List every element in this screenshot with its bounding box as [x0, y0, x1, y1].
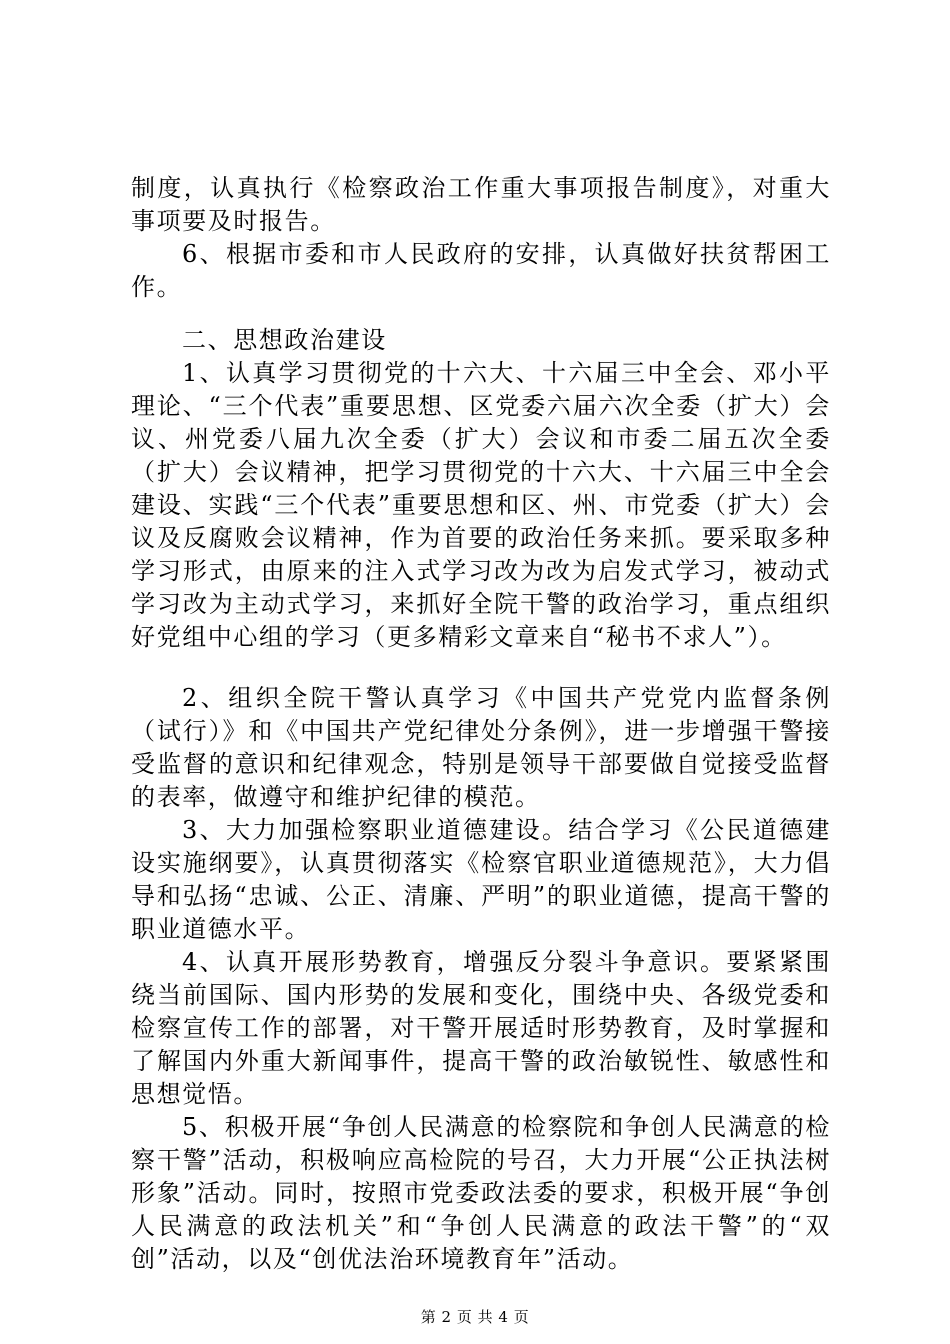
paragraph-gap: [131, 304, 831, 324]
paragraph-item-4: 4、认真开展形势教育，增强反分裂斗争意识。要紧紧围绕当前国际、国内形势的发展和变化，围绕中央、各级党委和检察宣传工作的部署，对干警开展适时形势教育，及时掌握和了解国内外重大新闻事件，提高干警的政治敏锐性、敏感性和思想觉悟。: [131, 948, 831, 1108]
paragraph-gap: [131, 654, 831, 682]
paragraph-item-1: 1、认真学习贯彻党的十六大、十六届三中全会、邓小平理论、“三个代表”重要思想、区党委六届六次全委（扩大）会议、州党委八届九次全委（扩大）会议和市委二届五次全委（扩大）会议精神，把学习贯彻党的十六大、十六届三中全会建设、实践“三个代表”重要思想和区、州、市党委（扩大）会议及反腐败会议精神，作为首要的政治任务来抓。要采取多种学习形式，由原来的注入式学习改为改为启发式学习，被动式学习改为主动式学习，来抓好全院干警的政治学习，重点组织好党组中心组的学习（更多精彩文章来自“秘书不求人”）。: [131, 359, 831, 651]
section-heading: 二、思想政治建设: [182, 326, 387, 354]
document-body: [131, 172, 831, 1276]
paragraph-item-2: 2、组织全院干警认真学习《中国共产党党内监督条例（试行）》和《中国共产党纪律处分条例》，进一步增强干警接受监督的意识和纪律观念，特别是领导干部要做自觉接受监督的表率，做遵守和维护纪律的模范。: [131, 684, 831, 811]
page-footer: 第 2 页 共 4 页: [420, 1308, 530, 1326]
paragraph-item-5: 5、积极开展“争创人民满意的检察院和争创人民满意的检察干警”活动，积极响应高检院的号召，大力开展“公正执法树形象”活动。同时，按照市党委政法委的要求，积极开展“争创人民满意的政法机关”和“争创人民满意的政法干警”的“双创”活动，以及“创优法治环境教育年”活动。: [131, 1113, 831, 1273]
paragraph-continuation: 制度，认真执行《检察政治工作重大事项报告制度》，对重大事项要及时报告。: [131, 174, 831, 235]
paragraph-item-6: 6、根据市委和市人民政府的安排，认真做好扶贫帮困工作。: [131, 240, 831, 301]
paragraph-item-3: 3、大力加强检察职业道德建设。结合学习《公民道德建设实施纲要》，认真贯彻落实《检察官职业道德规范》，大力倡导和弘扬“忠诚、公正、清廉、严明”的职业道德，提高干警的职业道德水平。: [131, 816, 831, 943]
